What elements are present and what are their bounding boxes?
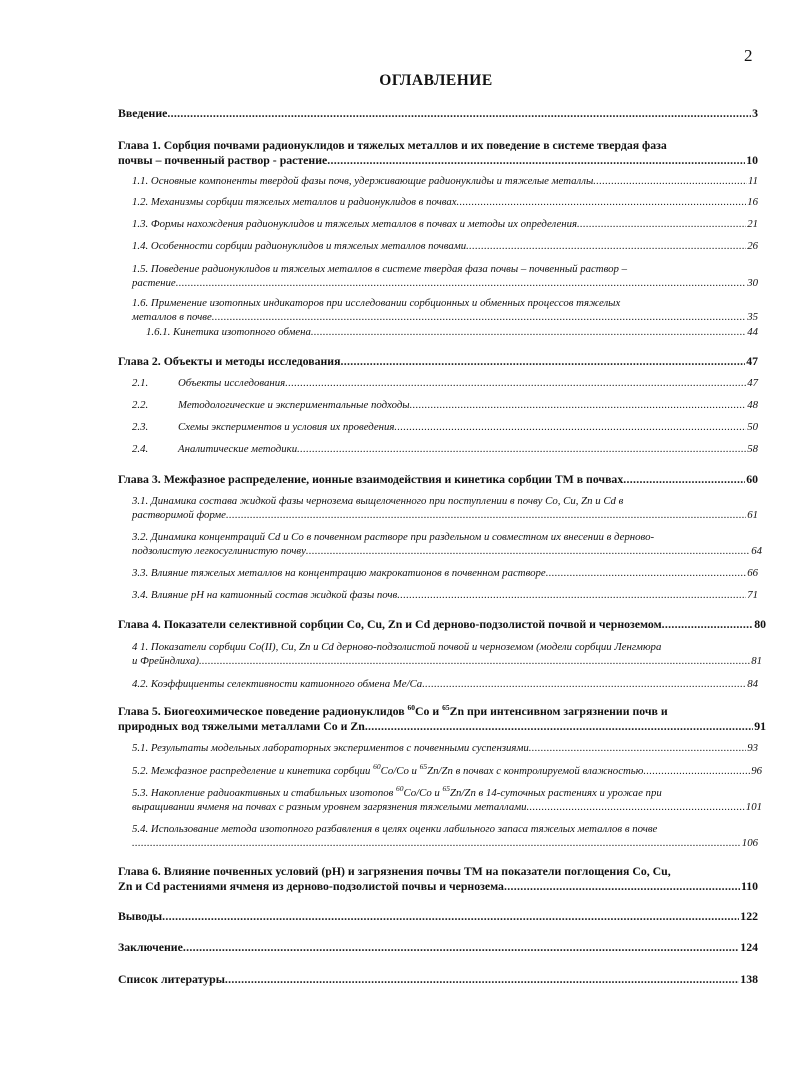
toc-entry-ch2	[118, 354, 758, 369]
toc-entry-3-3	[132, 566, 758, 580]
toc-entry-intro	[118, 106, 758, 121]
toc-page: 44	[747, 326, 758, 338]
leader-dots	[397, 588, 746, 602]
toc-page: 21	[747, 218, 758, 230]
toc-text: 3.2. Динамика концентраций Cd и Co в почвенном растворе при раздельном и совместном их внесении в дерново-	[132, 531, 655, 543]
toc-entry-1-6-1	[146, 325, 758, 339]
toc-entry-1-3	[132, 217, 758, 231]
toc-entry-ch3	[118, 472, 758, 487]
toc-number: 2.4.	[132, 443, 149, 455]
toc-page: 47	[746, 354, 758, 368]
toc-entry-references	[118, 972, 758, 987]
leader-dots	[176, 276, 746, 290]
toc-text: 4 1. Показатели сорбции Co(II), Cu, Zn и Cd дерново-подзолистой почвой и черноземом (модели сорбции Ленгмюра	[132, 641, 662, 653]
toc-entry-3-2	[132, 530, 762, 558]
toc-entry-1-2	[132, 195, 758, 209]
toc-text: металлов в почве	[132, 311, 212, 323]
leader-dots	[457, 195, 747, 209]
toc-entry-ch1	[118, 138, 758, 168]
toc-text: Zn/Zn в почвах с контролируемой влажностью	[427, 765, 644, 777]
toc-text: Заключение	[118, 940, 183, 954]
toc-text: 5.1. Результаты модельных лабораторных экспериментов с почвенными суспензиями	[132, 742, 529, 754]
toc-text: почвы – почвенный раствор - растение	[118, 153, 328, 167]
toc-text: 5.4. Использование метода изотопного разбавления в целях оценки лабильного запаса тяжелых металлов в почве	[132, 823, 658, 835]
toc-page: 58	[747, 443, 758, 455]
isotope-mass: 65	[442, 784, 451, 793]
toc-page: 84	[747, 678, 758, 690]
isotope-mass: 60	[396, 784, 404, 793]
toc-text: 1.4. Особенности сорбции радионуклидов и тяжелых металлов почвами	[132, 240, 467, 252]
toc-entry-5-4	[132, 822, 758, 850]
leader-dots	[340, 354, 745, 369]
toc-number: 2.3.	[132, 421, 149, 433]
leader-dots	[183, 940, 739, 955]
toc-text: 3.4. Влияние pH на катионный состав жидкой фазы почв	[132, 589, 398, 601]
toc-text: 1.1. Основные компоненты твердой фазы почв, удерживающие радионуклиды и тяжелые металлы	[132, 175, 594, 187]
leader-dots	[327, 153, 745, 168]
toc-entry-5-1	[132, 741, 758, 755]
toc-page: 48	[747, 399, 758, 411]
toc-entry-2-4	[132, 442, 758, 456]
toc-entry-4-2	[132, 677, 758, 691]
isotope-mass: 65	[419, 762, 428, 771]
toc-text: Схемы экспериментов и условия их проведения	[178, 421, 395, 433]
leader-dots	[466, 239, 746, 253]
toc-page: 10	[746, 153, 758, 167]
leader-dots	[422, 677, 746, 691]
leader-dots	[162, 909, 739, 924]
toc-page: 26	[747, 240, 758, 252]
toc-text: Zn/Zn в 14-суточных растениях и урожае при	[450, 787, 662, 799]
leader-dots	[662, 617, 754, 632]
leader-dots	[577, 217, 746, 231]
toc-text: Co/Co и	[403, 787, 443, 799]
toc-page: 47	[747, 377, 758, 389]
toc-text: 1.6.1. Кинетика изотопного обмена	[146, 326, 311, 338]
leader-dots	[225, 972, 739, 987]
leader-dots	[212, 310, 746, 324]
leader-dots	[593, 174, 747, 188]
toc-page: 71	[747, 589, 758, 601]
toc-page: 60	[746, 472, 758, 486]
toc-entry-2-2	[132, 398, 758, 412]
toc-text: и Фрейндлиха)	[132, 655, 199, 667]
page-title: ОГЛАВЛЕНИЕ	[379, 72, 493, 89]
leader-dots	[311, 325, 746, 339]
toc-text: Co и	[415, 704, 443, 718]
toc-text: Zn и Cd растениями ячменя из дерново-подзолистой почвы и чернозема	[118, 879, 504, 893]
toc-entry-4-1	[132, 640, 762, 668]
toc-entry-ch6	[118, 864, 758, 894]
toc-entry-5-3	[132, 786, 762, 814]
toc-page: 11	[748, 175, 758, 187]
toc-entry-2-1	[132, 376, 758, 390]
toc-entry-3-4	[132, 588, 758, 602]
toc-entry-conclusions	[118, 909, 758, 924]
toc-text: Глава 6. Влияние почвенных условий (pH) и загрязнения почвы ТМ на показатели поглощения Co, Cu,	[118, 864, 671, 878]
toc-text: 1.5. Поведение радионуклидов и тяжелых металлов в системе твердая фаза почвы – почвенный раствор –	[132, 263, 628, 275]
leader-dots	[365, 719, 753, 734]
leader-dots	[226, 508, 746, 522]
toc-entry-1-1	[132, 174, 758, 188]
toc-text: Zn при интенсивном загрязнении почв и	[449, 704, 668, 718]
leader-dots	[623, 472, 745, 487]
leader-dots	[504, 879, 740, 894]
toc-entry-1-5	[132, 262, 758, 290]
leader-dots	[643, 764, 750, 778]
leader-dots	[285, 376, 746, 390]
toc-page: 61	[747, 509, 758, 521]
toc-page: 35	[747, 311, 758, 323]
toc-page: 93	[747, 742, 758, 754]
leader-dots	[527, 800, 745, 814]
toc-page: 122	[740, 909, 758, 923]
toc-page: 110	[740, 879, 758, 893]
toc-text: природных вод тяжелыми металлами Co и Zn	[118, 719, 365, 733]
toc-text: Глава 2. Объекты и методы исследования	[118, 354, 341, 368]
toc-entry-ch4	[118, 617, 766, 632]
toc-text: растение	[132, 277, 176, 289]
toc-text: 1.3. Формы нахождения радионуклидов и тяжелых металлов в почвах и методы их определения	[132, 218, 578, 230]
leader-dots	[529, 741, 746, 755]
toc-page: 138	[740, 972, 758, 986]
toc-text: растворимой форме	[132, 509, 226, 521]
toc-entry-summary	[118, 940, 758, 955]
isotope-mass: 60	[373, 762, 381, 771]
toc-text: подзолистую легкосуглинистую почву	[132, 545, 306, 557]
toc-page: 50	[747, 421, 758, 433]
toc-number: 2.1.	[132, 377, 149, 389]
toc-page: 16	[747, 196, 758, 208]
toc-page: 91	[754, 719, 766, 733]
toc-text: 5.2. Межфазное распределение и кинетика сорбции	[132, 765, 374, 777]
toc-text: Глава 4. Показатели селективной сорбции Co, Cu, Zn и Cd дерново-подзолистой почвой и черноземом	[118, 617, 662, 631]
toc-text: Введение	[118, 106, 168, 120]
toc-text: 1.2. Механизмы сорбции тяжелых металлов и радионуклидов в почвах	[132, 196, 457, 208]
toc-page: 30	[747, 277, 758, 289]
toc-entry-1-4	[132, 239, 758, 253]
toc-page: 80	[754, 617, 766, 631]
toc-entry-1-6	[132, 296, 758, 324]
toc-entry-3-1	[132, 494, 758, 522]
toc-text: Глава 5. Биогеохимическое поведение радионуклидов	[118, 704, 408, 718]
leader-dots	[297, 442, 746, 456]
toc-entry-ch5	[118, 704, 766, 734]
toc-entry-2-3	[132, 420, 758, 434]
leader-dots	[199, 654, 750, 668]
toc-text: Аналитические методики	[178, 443, 298, 455]
leader-dots	[306, 544, 750, 558]
toc-text: Список литературы	[118, 972, 225, 986]
leader-dots	[410, 398, 747, 412]
toc-text: Выводы	[118, 909, 163, 923]
leader-dots	[394, 420, 746, 434]
leader-dots	[167, 106, 751, 121]
toc-page: 66	[747, 567, 758, 579]
leader-dots	[546, 566, 747, 580]
toc-text: выращивании ячменя на почвах с разным уровнем загрязнения тяжелыми металлами	[132, 801, 527, 813]
toc-page: 124	[740, 940, 758, 954]
toc-page: 3	[752, 106, 758, 120]
toc-text: 1.6. Применение изотопных индикаторов при исследовании сорбционных и обменных процессов тяжелых	[132, 297, 621, 309]
toc-page: 81	[751, 655, 762, 667]
leader-dots	[132, 836, 741, 850]
toc-page: 96	[751, 765, 762, 777]
isotope-mass: 60	[407, 703, 416, 712]
toc-text: Глава 3. Межфазное распределение, ионные взаимодействия и кинетика сорбции ТМ в почвах	[118, 472, 624, 486]
toc-page: 101	[745, 801, 762, 813]
toc-text: Методологические и экспериментальные подходы	[178, 399, 410, 411]
toc-text: Co/Co и	[380, 765, 420, 777]
toc-entry-5-2	[132, 764, 762, 778]
toc-page: 64	[751, 545, 762, 557]
toc-text: Объекты исследования	[178, 377, 286, 389]
toc-text: 3.3. Влияние тяжелых металлов на концентрацию макрокатионов в почвенном растворе	[132, 567, 546, 579]
isotope-mass: 65	[442, 703, 450, 712]
page-number: 2	[744, 46, 753, 65]
toc-page: 106	[741, 837, 758, 849]
toc-text: 4.2. Коэффициенты селективности катионного обмена Me/Ca	[132, 678, 423, 690]
toc-number: 2.2.	[132, 399, 149, 411]
toc-text: 5.3. Накопление радиоактивных и стабильных изотопов	[132, 787, 397, 799]
toc-text: Глава 1. Сорбция почвами радионуклидов и тяжелых металлов и их поведение в системе твердая фаза	[118, 138, 667, 152]
toc-text: 3.1. Динамика состава жидкой фазы чернозема выщелоченного при поступлении в почву Co, Cu, Zn и Cd в	[132, 495, 624, 507]
